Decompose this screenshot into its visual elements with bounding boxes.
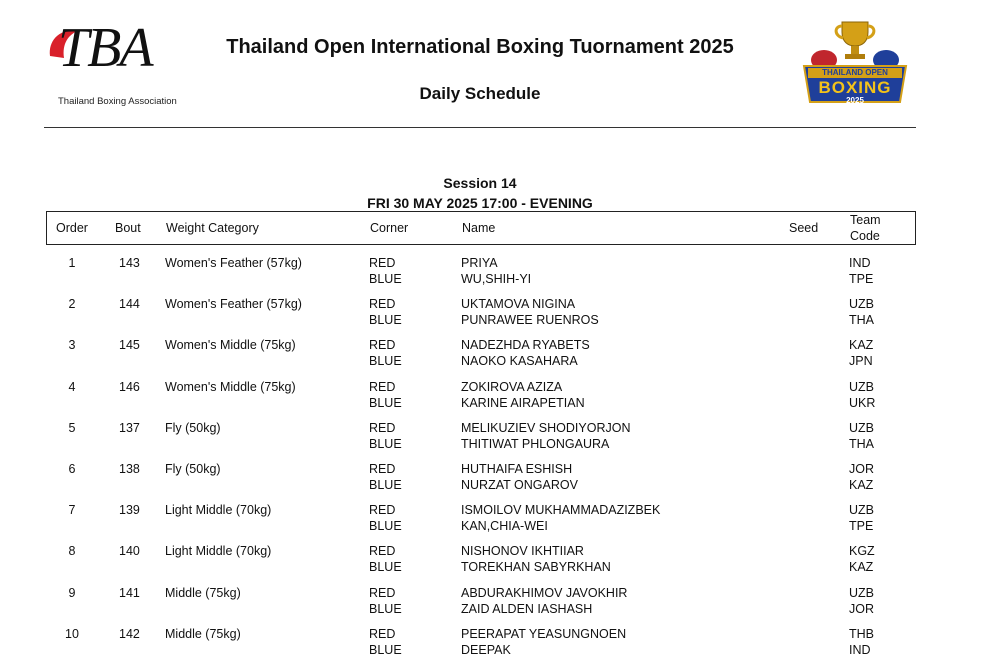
red-corner-cell: RED <box>369 256 396 270</box>
blue-corner-cell: BLUE <box>369 478 402 492</box>
blue-team-code: UKR <box>849 396 876 410</box>
red-corner-cell: RED <box>369 380 396 394</box>
col-team-line1: Team <box>850 213 881 227</box>
weight-category-cell: Light Middle (70kg) <box>165 544 272 558</box>
event-logo-top-text: THAILAND OPEN <box>822 68 888 77</box>
red-team-code: IND <box>849 256 871 270</box>
header-divider <box>44 127 916 128</box>
blue-corner-cell: BLUE <box>369 272 402 286</box>
blue-boxer-name: NURZAT ONGAROV <box>461 478 578 492</box>
red-team-code: UZB <box>849 297 874 311</box>
bout-cell: 142 <box>119 627 140 641</box>
blue-team-code: KAZ <box>849 478 874 492</box>
bout-cell: 144 <box>119 297 140 311</box>
red-corner-cell: RED <box>369 338 396 352</box>
blue-boxer-name: THITIWAT PHLONGAURA <box>461 437 610 451</box>
red-boxer-name: PRIYA <box>461 256 498 270</box>
blue-boxer-name: WU,SHIH-YI <box>461 272 532 286</box>
blue-team-code: IND <box>849 643 871 657</box>
blue-corner-cell: BLUE <box>369 396 402 410</box>
blue-boxer-name: NAOKO KASAHARA <box>461 354 578 368</box>
blue-corner-cell: BLUE <box>369 560 402 574</box>
order-cell: 8 <box>68 544 76 558</box>
blue-corner-cell: BLUE <box>369 519 402 533</box>
bout-cell: 141 <box>119 586 140 600</box>
red-team-code: THB <box>849 627 874 641</box>
col-seed: Seed <box>789 221 819 235</box>
weight-category-cell: Fly (50kg) <box>165 421 221 435</box>
bout-cell: 139 <box>119 503 140 517</box>
col-name: Name <box>462 221 496 235</box>
order-cell: 10 <box>65 627 79 641</box>
red-boxer-name: UKTAMOVA NIGINA <box>461 297 576 311</box>
order-cell: 1 <box>68 256 76 270</box>
red-team-code: KAZ <box>849 338 874 352</box>
blue-corner-cell: BLUE <box>369 602 402 616</box>
order-cell: 6 <box>68 462 76 476</box>
weight-category-cell: Women's Middle (75kg) <box>165 380 296 394</box>
tba-logo <box>44 17 177 110</box>
order-cell: 5 <box>68 421 76 435</box>
bout-cell: 140 <box>119 544 140 558</box>
red-boxer-name: ABDURAKHIMOV JAVOKHIR <box>461 586 628 600</box>
red-corner-cell: RED <box>369 627 396 641</box>
blue-team-code: JPN <box>849 354 873 368</box>
bout-cell: 137 <box>119 421 140 435</box>
red-team-code: UZB <box>849 380 874 394</box>
logo-lettering: TBA <box>58 17 152 79</box>
blue-boxer-name: PUNRAWEE RUENROS <box>461 313 599 327</box>
col-corner: Corner <box>370 221 409 235</box>
blue-corner-cell: BLUE <box>369 643 402 657</box>
col-order: Order <box>56 221 88 235</box>
order-cell: 4 <box>68 380 76 394</box>
session-datetime: FRI 30 MAY 2025 17:00 - EVENING <box>367 195 593 211</box>
org-name: Thailand Boxing Association <box>58 96 177 107</box>
red-corner-cell: RED <box>369 421 396 435</box>
col-bout: Bout <box>115 221 141 235</box>
blue-boxer-name: KARINE AIRAPETIAN <box>461 396 585 410</box>
blue-team-code: KAZ <box>849 560 874 574</box>
blue-boxer-name: DEEPAK <box>461 643 511 657</box>
blue-team-code: TPE <box>849 272 874 286</box>
blue-boxer-name: TOREKHAN SABYRKHAN <box>461 560 611 574</box>
table-header <box>46 211 916 245</box>
event-logo-year-text: 2025 <box>846 96 864 105</box>
red-boxer-name: ZOKIROVA AZIZA <box>461 380 563 394</box>
col-weight-category: Weight Category <box>166 221 259 235</box>
col-team-line2: Code <box>850 229 880 243</box>
blue-boxer-name: ZAID ALDEN IASHASH <box>461 602 593 616</box>
weight-category-cell: Middle (75kg) <box>165 586 241 600</box>
order-cell: 3 <box>68 338 76 352</box>
order-cell: 2 <box>68 297 76 311</box>
red-corner-cell: RED <box>369 586 396 600</box>
red-boxer-name: MELIKUZIEV SHODIYORJON <box>461 421 631 435</box>
bout-cell: 145 <box>119 338 140 352</box>
blue-team-code: THA <box>849 313 874 327</box>
weight-category-cell: Women's Feather (57kg) <box>165 297 302 311</box>
weight-category-cell: Fly (50kg) <box>165 462 221 476</box>
order-cell: 7 <box>68 503 76 517</box>
red-boxer-name: NISHONOV IKHTIIAR <box>461 544 584 558</box>
bout-cell: 146 <box>119 380 140 394</box>
blue-team-code: THA <box>849 437 874 451</box>
red-corner-cell: RED <box>369 544 396 558</box>
red-team-code: UZB <box>849 421 874 435</box>
red-corner-cell: RED <box>369 297 396 311</box>
page-subtitle: Daily Schedule <box>419 84 541 103</box>
weight-category-cell: Women's Middle (75kg) <box>165 338 296 352</box>
blue-corner-cell: BLUE <box>369 313 402 327</box>
red-corner-cell: RED <box>369 503 396 517</box>
red-boxer-name: ISMOILOV MUKHAMMADAZIZBEK <box>461 503 661 517</box>
blue-team-code: JOR <box>849 602 874 616</box>
red-team-code: KGZ <box>849 544 875 558</box>
blue-corner-cell: BLUE <box>369 354 402 368</box>
red-team-code: JOR <box>849 462 874 476</box>
order-cell: 9 <box>68 586 76 600</box>
red-team-code: UZB <box>849 586 874 600</box>
red-boxer-name: HUTHAIFA ESHISH <box>461 462 573 476</box>
blue-boxer-name: KAN,CHIA-WEI <box>461 519 548 533</box>
event-logo <box>794 18 916 110</box>
weight-category-cell: Middle (75kg) <box>165 627 241 641</box>
event-logo-main-text: BOXING <box>818 78 892 97</box>
page-title: Thailand Open International Boxing Tuornament 2025 <box>226 36 734 58</box>
blue-corner-cell: BLUE <box>369 437 402 451</box>
session-title: Session 14 <box>443 175 517 191</box>
red-boxer-name: NADEZHDA RYABETS <box>461 338 590 352</box>
red-corner-cell: RED <box>369 462 396 476</box>
weight-category-cell: Women's Feather (57kg) <box>165 256 302 270</box>
blue-team-code: TPE <box>849 519 874 533</box>
red-boxer-name: PEERAPAT YEASUNGNOEN <box>461 627 627 641</box>
bout-cell: 143 <box>119 256 140 270</box>
red-team-code: UZB <box>849 503 874 517</box>
weight-category-cell: Light Middle (70kg) <box>165 503 272 517</box>
bout-cell: 138 <box>119 462 140 476</box>
